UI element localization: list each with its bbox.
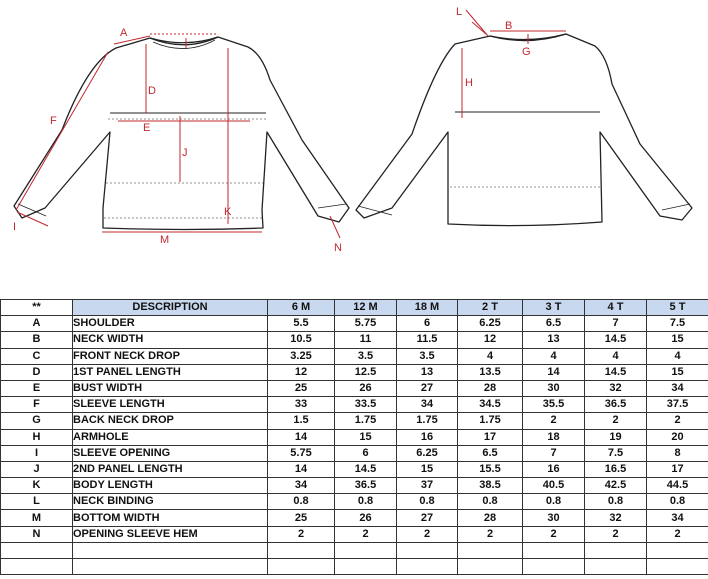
measurement-value: 26 <box>335 510 397 526</box>
table-row <box>1 348 708 364</box>
back-measure-lines <box>462 10 566 118</box>
front-garment-sketch <box>14 37 349 230</box>
row-description: BOTTOM WIDTH <box>73 510 268 526</box>
empty-cell <box>458 542 523 558</box>
measurement-value: 6.25 <box>397 445 458 461</box>
measurement-value: 30 <box>523 380 585 396</box>
row-description: SLEEVE LENGTH <box>73 397 268 413</box>
measurement-value: 2 <box>523 526 585 542</box>
empty-cell <box>397 559 458 575</box>
size-header: 4 T <box>585 300 647 316</box>
table-row <box>1 461 708 477</box>
measurement-value: 5.75 <box>335 316 397 332</box>
label-B: B <box>505 20 513 32</box>
front-measure-labels <box>13 27 342 254</box>
measurement-value: 15 <box>397 461 458 477</box>
measurement-value: 16 <box>523 461 585 477</box>
empty-cell <box>268 559 335 575</box>
measurement-value: 0.8 <box>268 494 335 510</box>
measurement-value: 13 <box>523 332 585 348</box>
measurement-value: 1.75 <box>335 413 397 429</box>
empty-cell <box>1 559 73 575</box>
empty-cell <box>73 559 268 575</box>
table-row <box>1 445 708 461</box>
measurement-value: 17 <box>458 429 523 445</box>
measurement-value: 28 <box>458 510 523 526</box>
measurement-value: 7 <box>523 445 585 461</box>
label-L: L <box>456 6 463 18</box>
row-code: N <box>1 526 73 542</box>
measurement-value: 3.5 <box>397 348 458 364</box>
size-header: 3 T <box>523 300 585 316</box>
measurement-value: 12.5 <box>335 364 397 380</box>
measurement-value: 10.5 <box>268 332 335 348</box>
table-row <box>1 332 708 348</box>
size-header: 5 T <box>647 300 708 316</box>
measurement-value: 0.8 <box>335 494 397 510</box>
empty-cell <box>647 542 708 558</box>
measurement-value: 0.8 <box>647 494 708 510</box>
measurement-value: 14 <box>268 461 335 477</box>
table-row <box>1 380 708 396</box>
empty-cell <box>523 542 585 558</box>
measurement-value: 6 <box>397 316 458 332</box>
corner-cell: ** <box>1 300 73 316</box>
measurement-value: 38.5 <box>458 478 523 494</box>
empty-row <box>1 542 708 558</box>
row-description: SHOULDER <box>73 316 268 332</box>
empty-cell <box>585 542 647 558</box>
table-body <box>1 316 708 575</box>
label-K: K <box>224 206 232 218</box>
measurement-value: 35.5 <box>523 397 585 413</box>
front-measure-lines <box>16 34 340 238</box>
measurement-value: 11.5 <box>397 332 458 348</box>
measurement-value: 0.8 <box>397 494 458 510</box>
measurement-value: 12 <box>268 364 335 380</box>
measurement-value: 32 <box>585 380 647 396</box>
measurement-value: 6.5 <box>458 445 523 461</box>
measurement-value: 13 <box>397 364 458 380</box>
row-code: A <box>1 316 73 332</box>
row-description: ARMHOLE <box>73 429 268 445</box>
empty-row <box>1 559 708 575</box>
measurement-value: 36.5 <box>585 397 647 413</box>
measurement-value: 42.5 <box>585 478 647 494</box>
row-code: I <box>1 445 73 461</box>
measurement-value: 2 <box>585 526 647 542</box>
measurement-value: 2 <box>585 413 647 429</box>
size-header: 6 M <box>268 300 335 316</box>
measurement-value: 37.5 <box>647 397 708 413</box>
measurement-value: 27 <box>397 510 458 526</box>
measurement-value: 34 <box>397 397 458 413</box>
empty-cell <box>585 559 647 575</box>
measurement-value: 4 <box>647 348 708 364</box>
measurement-value: 3.5 <box>335 348 397 364</box>
measurement-value: 7 <box>585 316 647 332</box>
label-J: J <box>182 147 188 159</box>
measurement-value: 14 <box>523 364 585 380</box>
row-description: 2ND PANEL LENGTH <box>73 461 268 477</box>
row-code: G <box>1 413 73 429</box>
label-D: D <box>148 85 156 97</box>
empty-cell <box>73 542 268 558</box>
empty-cell <box>523 559 585 575</box>
table-row <box>1 316 708 332</box>
row-description: OPENING SLEEVE HEM <box>73 526 268 542</box>
row-description: NECK WIDTH <box>73 332 268 348</box>
table-row <box>1 413 708 429</box>
row-code: K <box>1 478 73 494</box>
size-header: 12 M <box>335 300 397 316</box>
row-description: 1ST PANEL LENGTH <box>73 364 268 380</box>
measurement-value: 16.5 <box>585 461 647 477</box>
measurement-value: 3.25 <box>268 348 335 364</box>
measurement-value: 2 <box>647 413 708 429</box>
measurement-value: 12 <box>458 332 523 348</box>
measurement-value: 36.5 <box>335 478 397 494</box>
label-A: A <box>120 27 128 39</box>
measurement-value: 16 <box>397 429 458 445</box>
measurement-value: 11 <box>335 332 397 348</box>
measurement-value: 37 <box>397 478 458 494</box>
measurement-value: 4 <box>585 348 647 364</box>
measurement-value: 4 <box>458 348 523 364</box>
empty-cell <box>647 559 708 575</box>
label-N: N <box>334 242 342 254</box>
measurement-value: 33 <box>268 397 335 413</box>
measurement-value: 26 <box>335 380 397 396</box>
measurement-value: 2 <box>523 413 585 429</box>
measurement-spec-table <box>0 299 708 575</box>
row-description: SLEEVE OPENING <box>73 445 268 461</box>
measurement-value: 27 <box>397 380 458 396</box>
row-description: BUST WIDTH <box>73 380 268 396</box>
empty-cell <box>1 542 73 558</box>
measurement-value: 34 <box>268 478 335 494</box>
label-E: E <box>143 122 151 134</box>
table-row <box>1 429 708 445</box>
row-code: B <box>1 332 73 348</box>
row-description: BACK NECK DROP <box>73 413 268 429</box>
measurement-value: 14.5 <box>585 332 647 348</box>
measurement-value: 28 <box>458 380 523 396</box>
measurement-value: 1.5 <box>268 413 335 429</box>
measurement-value: 7.5 <box>585 445 647 461</box>
table-row <box>1 510 708 526</box>
row-code: C <box>1 348 73 364</box>
measurement-value: 15 <box>647 364 708 380</box>
measurement-value: 5.75 <box>268 445 335 461</box>
table-header-row <box>1 300 708 316</box>
table-row <box>1 478 708 494</box>
measurement-value: 40.5 <box>523 478 585 494</box>
row-code: D <box>1 364 73 380</box>
measurement-value: 1.75 <box>458 413 523 429</box>
empty-cell <box>458 559 523 575</box>
measurement-value: 2 <box>647 526 708 542</box>
measurement-value: 14 <box>268 429 335 445</box>
measurement-value: 34 <box>647 510 708 526</box>
measurement-value: 17 <box>647 461 708 477</box>
measurement-value: 1.75 <box>397 413 458 429</box>
measurement-value: 13.5 <box>458 364 523 380</box>
measurement-value: 2 <box>335 526 397 542</box>
row-code: J <box>1 461 73 477</box>
label-M: M <box>160 234 170 246</box>
measurement-value: 0.8 <box>585 494 647 510</box>
measurement-value: 7.5 <box>647 316 708 332</box>
measurement-value: 19 <box>585 429 647 445</box>
description-header: DESCRIPTION <box>73 300 268 316</box>
measurement-value: 8 <box>647 445 708 461</box>
measurement-value: 44.5 <box>647 478 708 494</box>
row-description: FRONT NECK DROP <box>73 348 268 364</box>
measurement-value: 4 <box>523 348 585 364</box>
row-code: F <box>1 397 73 413</box>
empty-cell <box>335 542 397 558</box>
label-F: F <box>50 115 57 127</box>
table-row <box>1 526 708 542</box>
table-row <box>1 397 708 413</box>
measurement-value: 25 <box>268 380 335 396</box>
table-row <box>1 364 708 380</box>
measurement-value: 0.8 <box>523 494 585 510</box>
measurement-value: 18 <box>523 429 585 445</box>
measurement-value: 33.5 <box>335 397 397 413</box>
row-code: M <box>1 510 73 526</box>
size-header: 2 T <box>458 300 523 316</box>
measurement-value: 0.8 <box>458 494 523 510</box>
measurement-value: 25 <box>268 510 335 526</box>
label-I: I <box>13 221 17 233</box>
measurement-value: 15.5 <box>458 461 523 477</box>
table-row <box>1 494 708 510</box>
measurement-value: 15 <box>335 429 397 445</box>
measurement-value: 14.5 <box>335 461 397 477</box>
row-code: E <box>1 380 73 396</box>
row-code: L <box>1 494 73 510</box>
row-description: NECK BINDING <box>73 494 268 510</box>
measurement-value: 6.5 <box>523 316 585 332</box>
measurement-value: 5.5 <box>268 316 335 332</box>
measurement-value: 34 <box>647 380 708 396</box>
size-header: 18 M <box>397 300 458 316</box>
label-G: G <box>522 46 531 58</box>
measurement-value: 14.5 <box>585 364 647 380</box>
row-code: H <box>1 429 73 445</box>
empty-cell <box>268 542 335 558</box>
empty-cell <box>397 542 458 558</box>
measurement-value: 30 <box>523 510 585 526</box>
measurement-value: 6 <box>335 445 397 461</box>
measurement-value: 2 <box>268 526 335 542</box>
measurement-value: 15 <box>647 332 708 348</box>
measurement-value: 32 <box>585 510 647 526</box>
measurement-value: 20 <box>647 429 708 445</box>
measurement-value: 2 <box>397 526 458 542</box>
measurement-value: 6.25 <box>458 316 523 332</box>
row-description: BODY LENGTH <box>73 478 268 494</box>
measurement-value: 2 <box>458 526 523 542</box>
empty-cell <box>335 559 397 575</box>
label-H: H <box>465 77 473 89</box>
back-measure-labels <box>456 6 531 89</box>
back-garment-sketch <box>356 34 692 226</box>
measurement-value: 34.5 <box>458 397 523 413</box>
